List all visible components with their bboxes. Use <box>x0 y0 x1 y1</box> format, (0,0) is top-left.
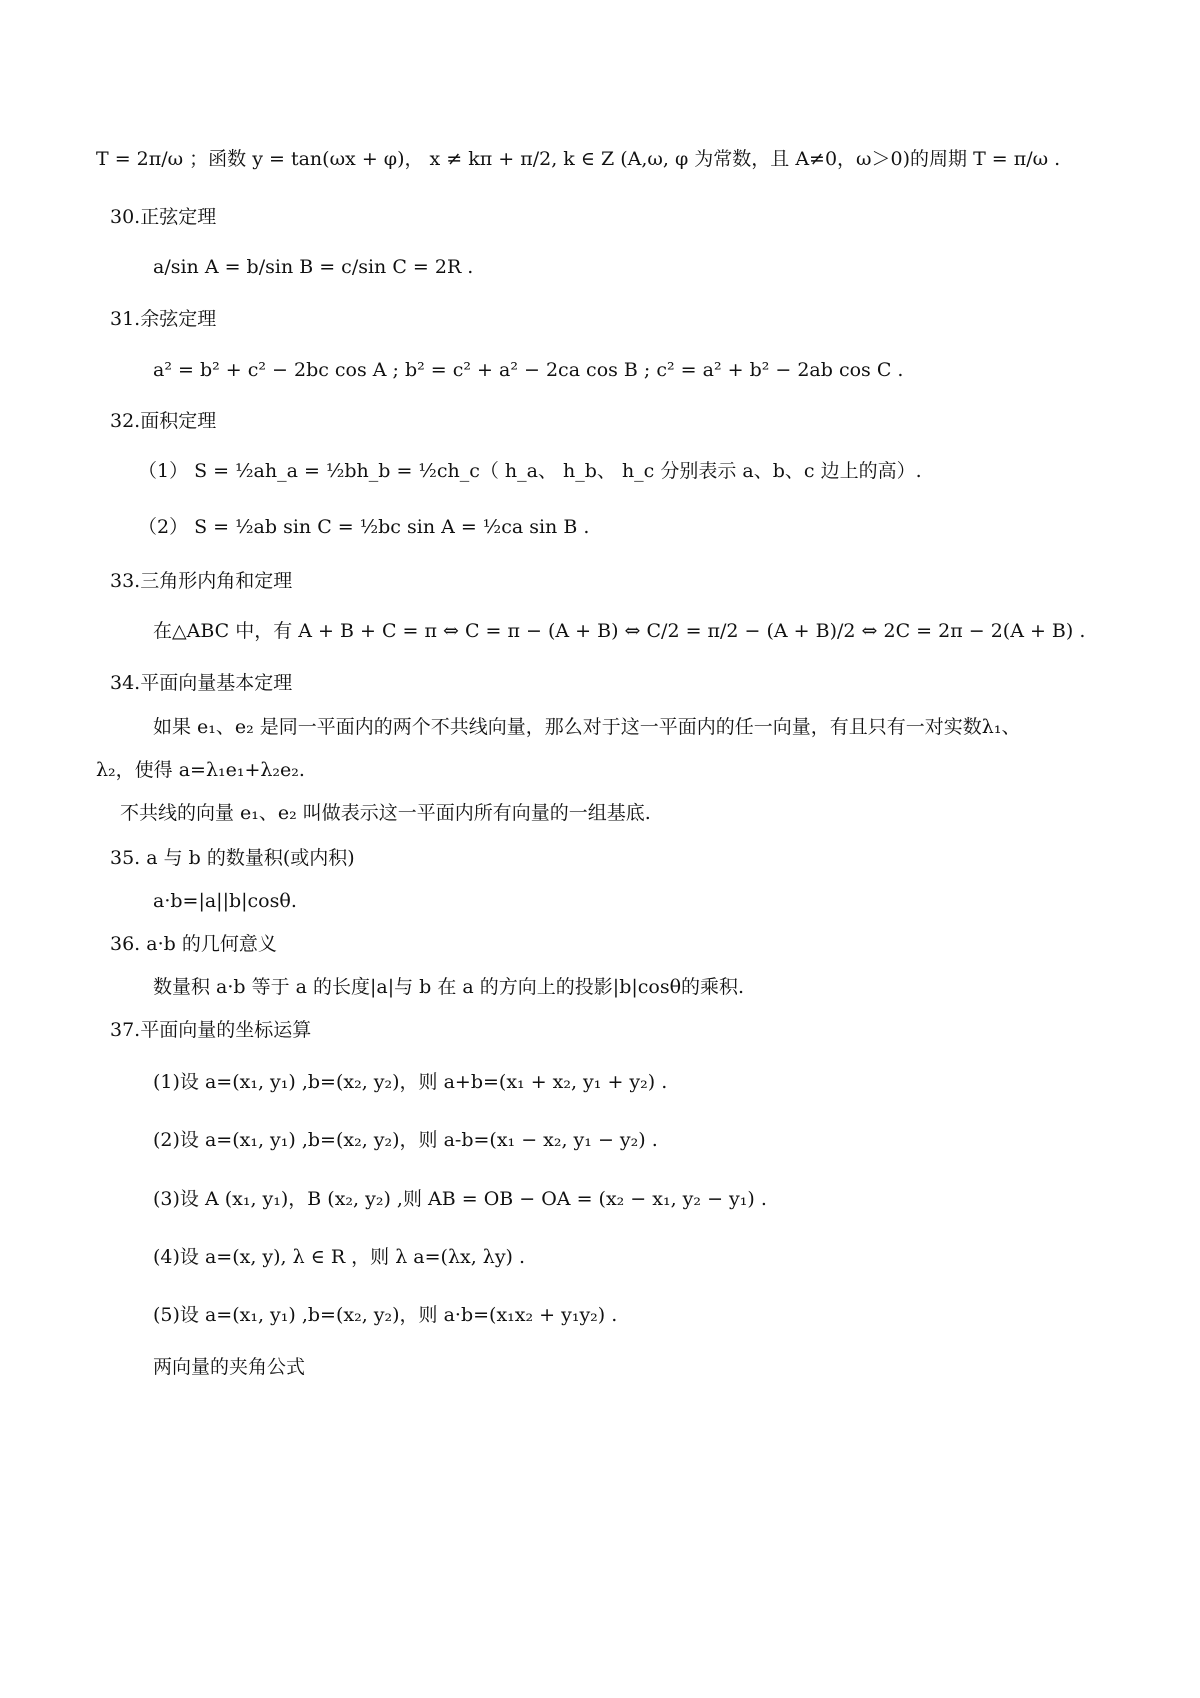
heading-coordinate-ops: 37.平面向量的坐标运算 <box>110 1019 312 1041</box>
formula-area-1: （1） S = ½ah_a = ½bh_b = ½ch_c（ h_a、 h_b、 h_c 分别表示 a、b、c 边上的高）. <box>138 460 922 482</box>
formula-coord-3: (3)设 A (x₁, y₁)，B (x₂, y₂) ,则 AB = OB − OA = (x₂ − x₁, y₂ − y₁) . <box>153 1188 767 1210</box>
formula-coord-1: (1)设 a=(x₁, y₁) ,b=(x₂, y₂)，则 a+b=(x₁ + x₂, y₁ + y₂) . <box>153 1071 668 1093</box>
heading-angle-sum: 33.三角形内角和定理 <box>110 570 293 592</box>
formula-area-2: （2） S = ½ab sin C = ½bc sin A = ½ca sin B . <box>138 516 590 538</box>
heading-vector-basis: 34.平面向量基本定理 <box>110 672 293 694</box>
formula-coord-2: (2)设 a=(x₁, y₁) ,b=(x₂, y₂)，则 a-b=(x₁ − x₂, y₁ − y₂) . <box>153 1129 658 1151</box>
period-formula-line: T = 2π/ω ；函数 y = tan(ωx + φ)， x ≠ kπ + π/2, k ∈ Z (A,ω, φ 为常数，且 A≠0，ω＞0)的周期 T = π/ω . <box>96 148 1061 170</box>
formula-sine-law: a/sin A = b/sin B = c/sin C = 2R . <box>153 256 474 278</box>
heading-dot-product: 35. a 与 b 的数量积(或内积) <box>110 847 355 869</box>
heading-area-theorem: 32.面积定理 <box>110 410 217 432</box>
formula-coord-5: (5)设 a=(x₁, y₁) ,b=(x₂, y₂)，则 a·b=(x₁x₂ + y₁y₂) . <box>153 1304 618 1326</box>
formula-dot-product: a·b=|a||b|cosθ. <box>153 890 297 912</box>
paragraph-vector-basis-2: λ₂，使得 a=λ₁e₁+λ₂e₂. <box>96 759 305 781</box>
heading-sine-law: 30.正弦定理 <box>110 206 217 228</box>
paragraph-dot-geometry: 数量积 a·b 等于 a 的长度|a|与 b 在 a 的方向上的投影|b|cosθ的乘积. <box>153 976 745 998</box>
formula-cosine-law: a² = b² + c² − 2bc cos A ; b² = c² + a² − 2ca cos B ; c² = a² + b² − 2ab cos C . <box>153 359 904 381</box>
formula-angle-sum: 在△ABC 中，有 A + B + C = π ⇔ C = π − (A + B) ⇔ C/2 = π/2 − (A + B)/2 ⇔ 2C = 2π − 2(A + B) . <box>153 620 1086 642</box>
formula-coord-4: (4)设 a=(x, y), λ ∈ R ，则 λ a=(λx, λy) . <box>153 1246 526 1268</box>
paragraph-angle-formula: 两向量的夹角公式 <box>153 1356 306 1378</box>
heading-cosine-law: 31.余弦定理 <box>110 308 217 330</box>
paragraph-vector-basis-1: 如果 e₁、e₂ 是同一平面内的两个不共线向量，那么对于这一平面内的任一向量，有且只有一对实数λ₁、 <box>153 716 1021 738</box>
heading-dot-geometry: 36. a·b 的几何意义 <box>110 933 277 955</box>
paragraph-vector-basis-3: 不共线的向量 e₁、e₂ 叫做表示这一平面内所有向量的一组基底. <box>120 802 651 824</box>
